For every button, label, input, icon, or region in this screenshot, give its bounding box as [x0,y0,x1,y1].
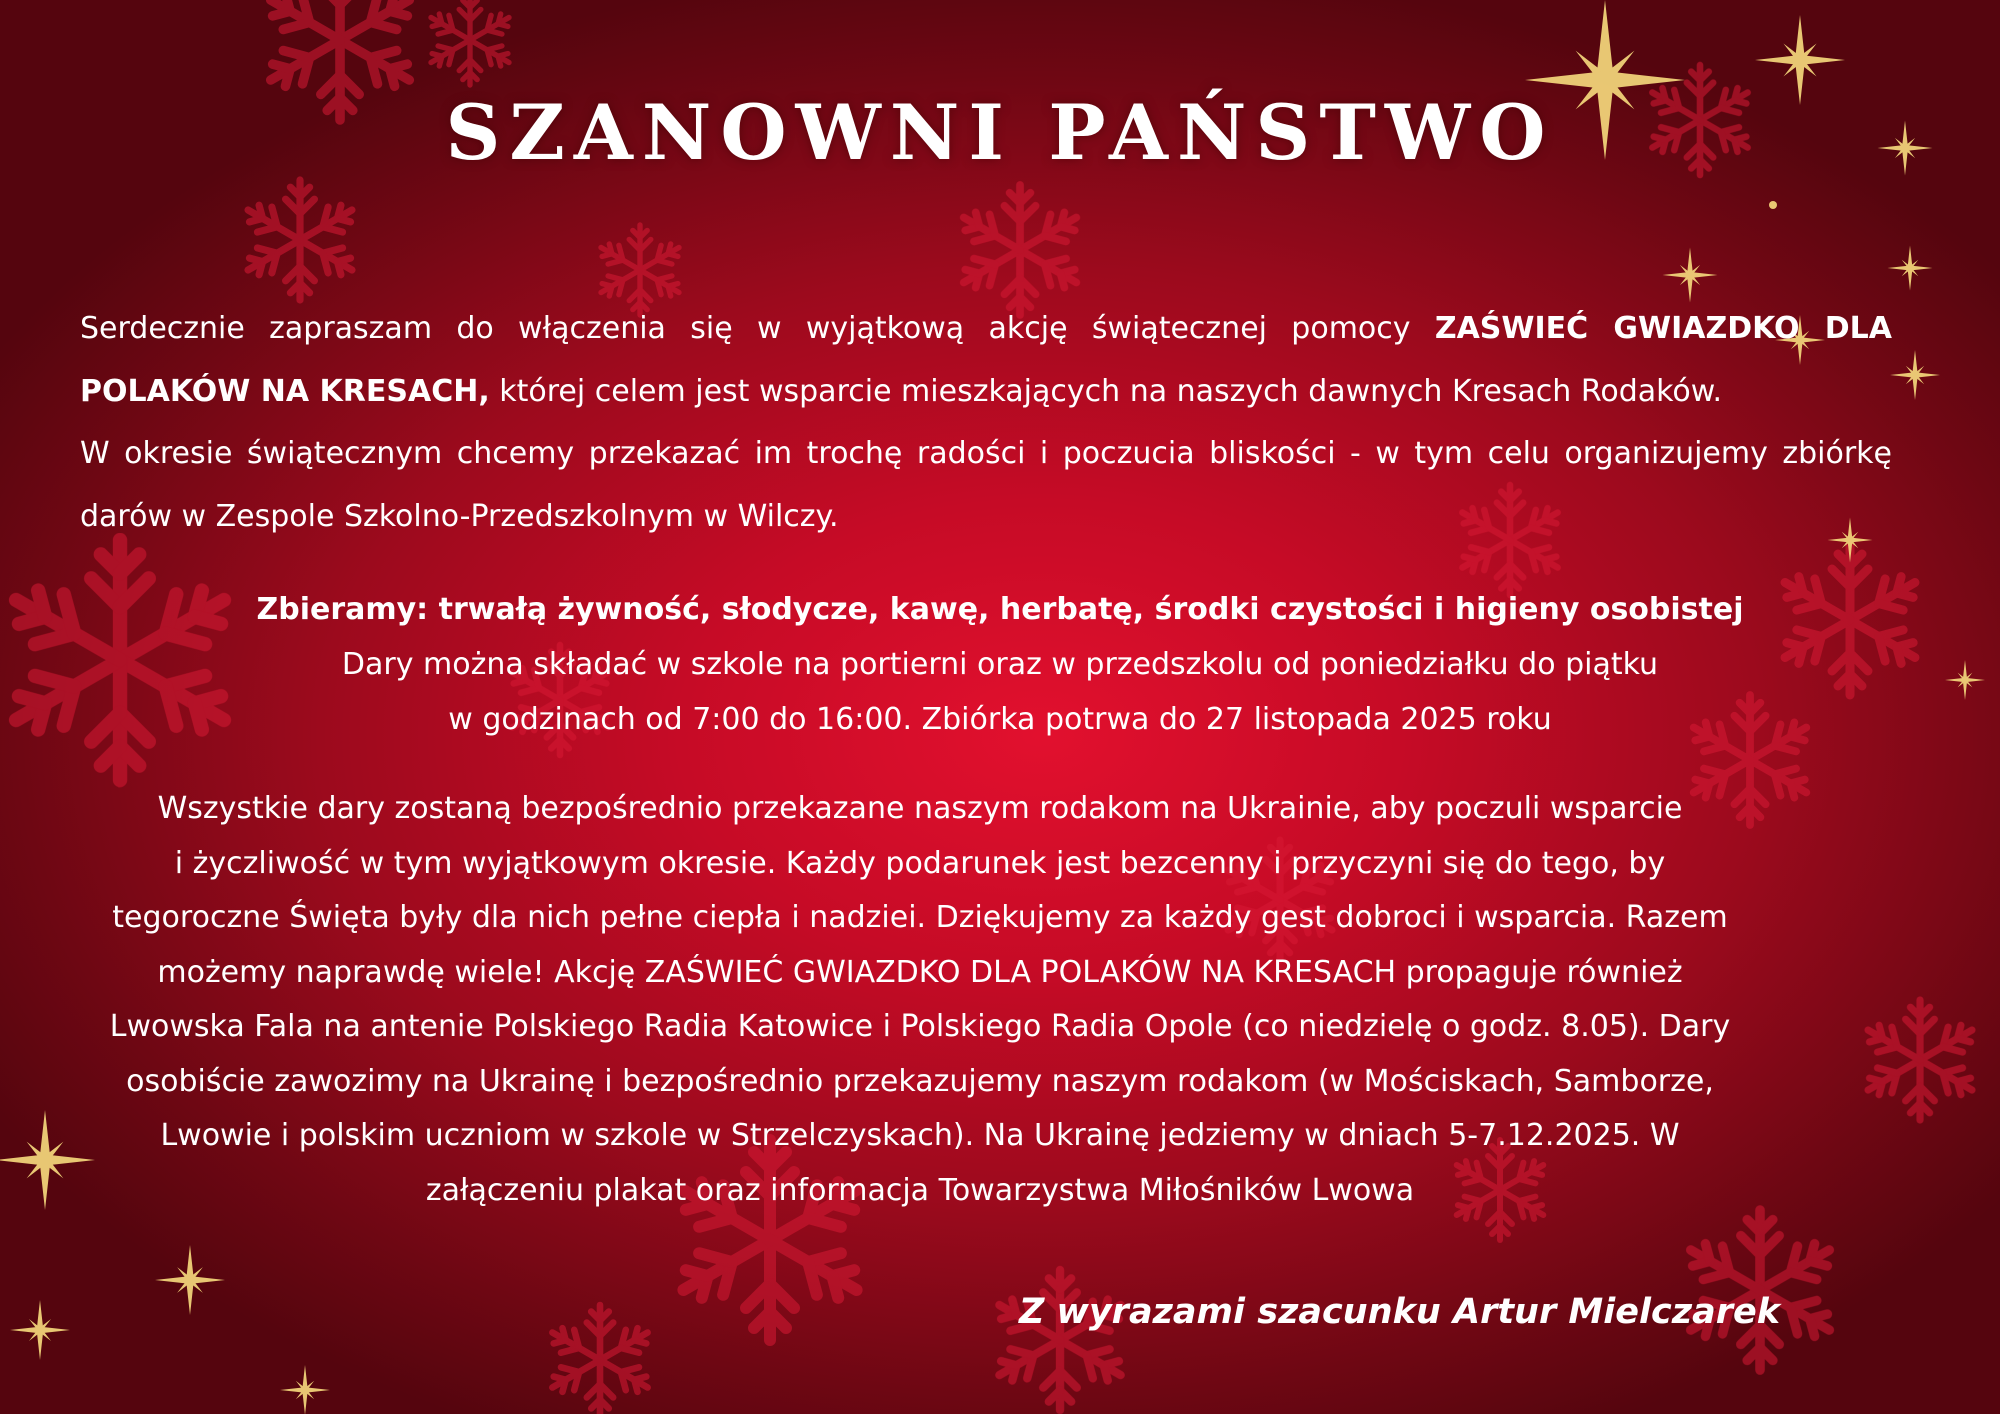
collection-headline: Zbieramy: trwałą żywność, słodycze, kawę, herbatę, środki czystości i higieny osobistej [256,592,1744,627]
page-title: SZANOWNI PAŃSTWO [445,88,1555,177]
details-line: i życzliwość w tym wyjątkowym okresie. Każdy podarunek jest bezcenny i przyczyni się do tego, by [174,845,1666,881]
details-line: tegoroczne Święta były dla nich pełne ciepła i nadziei. Dziękujemy za każdy gest dobroci i wsparcia. Razem [112,900,1728,935]
intro-paragraph [80,298,1892,548]
action-name: ZAŚWIEĆ GWIAZDKO DLA POLAKÓW NA KRESACH, [80,311,1892,409]
collection-line: w godzinach od 7:00 do 16:00. Zbiórka potrwa do 27 listopada 2025 roku [448,702,1552,737]
intro-text-line2: W okresie świątecznym chcemy przekazać im trochę radości i poczucia bliskości - w tym celu organizujemy zbiórkę darów w Zespole Szkolno-Przedszkolnym w Wilczy. [80,436,1892,534]
collection-info [0,582,2000,747]
details-line: osobiście zawozimy na Ukrainę i bezpośrednio przekazujemy naszym rodakom (w Mościskach, Samborze, [126,1063,1714,1099]
intro-text-after: której celem jest wsparcie mieszkających na naszych dawnych Kresach Rodaków. [489,373,1723,409]
details-line: Wszystkie dary zostaną bezpośrednio przekazane naszym rodakom na Ukrainie, aby poczuli wsparcie [157,791,1683,826]
details-line: załączeniu plakat oraz informacja Towarzystwa Miłośników Lwowa [425,1172,1415,1208]
details-paragraph [60,782,1780,1218]
details-line: Lwowie i polskim uczniom w szkole w Strzelczyskach). Na Ukrainę jedziemy w dniach 5-7.12.2025. W [160,1118,1680,1153]
intro-text-before: Serdecznie zapraszam do włączenia się w wyjątkową akcję świątecznej pomocy [80,311,1435,346]
details-line: Lwowska Fala na antenie Polskiego Radia Katowice i Polskiego Radia Opole (co niedzielę o godz. 8.05). Dary [109,1009,1731,1044]
collection-line: Dary można składać w szkole na portierni oraz w przedszkolu od poniedziałku do piątku [341,647,1659,682]
details-line: możemy naprawdę wiele! Akcję ZAŚWIEĆ GWIAZDKO DLA POLAKÓW NA KRESACH propaguje również [157,954,1683,990]
signature: Z wyrazami szacunku Artur Mielczarek [1018,1292,1780,1332]
